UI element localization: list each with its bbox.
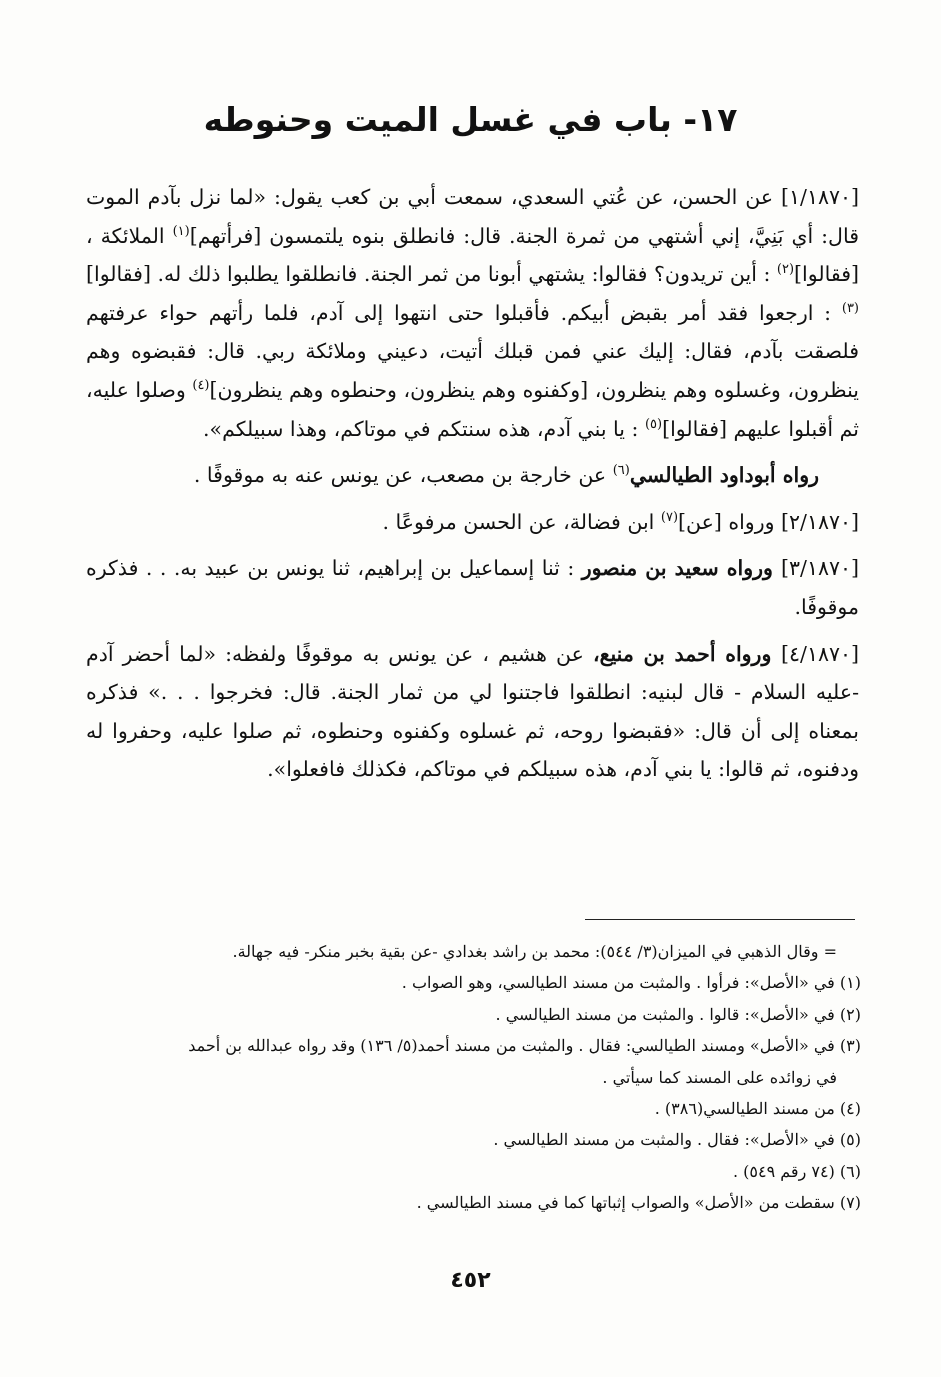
- text-segment: عن الحسن، عن عُتي السعدي، سمعت أبي بن كعب يقول: «لما نزل بآدم الموت قال: أي بَنِيَّ، إني أشتهي من ثمرة الجنة. قال: فانطلق بنوه يلتمسون [فرأتهم]: [86, 185, 859, 248]
- text-segment: وصلوا عليه، ثم أقبلوا عليهم [فقالوا]: [86, 377, 859, 441]
- footnote-marker: (٣): [841, 300, 859, 316]
- text-segment: عن هشيم ، عن يونس به موقوفًا ولفظه: «لما أحضر آدم -عليه السلام - قال لبنيه: انطلقوا فاجتنوا لي من ثمار الجنة. قال: فخرجوا . . .» فذكره بمعناه إلى أن قال: «فقبضوا روحه، ثم غسلوه وكفنوه وحنطوه، ثم صلوا عليه، وحفروا له ودفنوه، ثم قالوا: يا بني آدم، هذه سبيلكم في موتاكم، فكذلك فافعلوا».: [86, 641, 859, 782]
- footnote-3-continued: في زوائده على المسند كما سيأتي .: [602, 1067, 837, 1087]
- page-number: ٤٥٢: [450, 1268, 491, 1293]
- footnote-1: (١) في «الأصل»: فرأوا . والمثبت من مسند الطيالسي، وهو الصواب .: [401, 973, 861, 993]
- footnote-2: (٢) في «الأصل»: قالوا . والمثبت من مسند الطيالسي .: [495, 1004, 861, 1024]
- hadith-reference: [١/١٨٧٠]: [781, 185, 859, 209]
- paragraph-hadith-2: [86, 503, 859, 542]
- footnote-marker: (٥): [644, 416, 663, 432]
- hadith-reference: [٣/١٨٧٠]: [781, 556, 859, 581]
- footnote-7: (٧) سقطت من «الأصل» والصواب إثباتها كما في مسند الطيالسي .: [416, 1193, 861, 1213]
- footnote-4: (٤) من مسند الطيالسي(٣٨٦) .: [654, 1099, 861, 1119]
- chapter-title: ١٧- باب في غسل الميت وحنوطه: [203, 100, 738, 139]
- paragraph-narration: [86, 456, 859, 495]
- hadith-reference: [٢/١٨٧٠]: [781, 509, 859, 534]
- footnote-marker: (١): [172, 223, 190, 239]
- paragraph-hadith-1: [86, 178, 859, 448]
- footnotes: [86, 936, 861, 1219]
- text-segment: عن خارجة بن مصعب، عن يونس عنه به موقوفًا .: [193, 463, 613, 488]
- hadith-reference: [٤/١٨٧٠]: [781, 641, 860, 666]
- narrator-name: رواه أبوداود الطيالسي: [629, 463, 819, 488]
- footnote-marker: (٧): [660, 509, 679, 525]
- text-segment: : أين تريدون؟ فقالوا: يشتهي أبونا من ثمر الجنة. فانطلقوا يطلبوا ذلك له. [فقالوا]: [86, 262, 777, 287]
- text-segment: : ثنا إسماعيل بن إبراهيم، ثنا يونس بن عبيد به. . . فذكره موقوفًا.: [86, 556, 859, 619]
- footnote-5: (٥) في «الأصل»: فقال . والمثبت من مسند الطيالسي .: [493, 1130, 861, 1150]
- footnote-divider: [585, 919, 855, 920]
- footnote-marker: (٤): [192, 378, 210, 394]
- text-segment: الملائكة ، [فقالوا]: [86, 223, 859, 287]
- text-segment: : يا بني آدم، هذه سنتكم في موتاكم، وهذا سبيلكم».: [203, 416, 645, 441]
- paragraph-hadith-4: [86, 635, 859, 789]
- footnote-6: (٦) (٧٤ رقم ٥٤٩) .: [732, 1161, 861, 1181]
- footnote-continuation: = وقال الذهبي في الميزان(٣/ ٥٤٤): محمد بن راشد بغدادي -عن بقية بخبر منكر- فيه جهالة.: [232, 942, 837, 961]
- main-text: [86, 178, 859, 797]
- paragraph-hadith-3: [86, 549, 859, 626]
- narrator-name: ورواه سعيد بن منصور: [581, 556, 782, 581]
- footnote-3: (٣) في «الأصل» ومسند الطيالسي: فقال . والمثبت من مسند أحمد(٥/ ١٣٦) وقد رواه عبدالله بن أحمد: [188, 1036, 861, 1056]
- footnote-marker: (٢): [776, 262, 795, 278]
- text-segment: : ارجعوا فقد أمر بقبض أبيكم. فأقبلوا حتى انتهوا إلى آدم، فلما رأتهم حواء عرفتهم فلصقت بآدم، فقال: إليك عني فمن قبلك أتيت، دعيني وملائكة ربي. قال: فقبضوه وهم ينظرون، وغسلوه وهم ينظرون، [وكفنوه وهم ينظرون، وحنطوه وهم ينظرون]: [86, 300, 859, 402]
- text-segment: ابن فضالة، عن الحسن مرفوعًا .: [382, 509, 661, 534]
- narrator-name: ورواه أحمد بن منيع،: [592, 641, 782, 666]
- footnote-marker: (٦): [612, 463, 630, 479]
- text-segment: ورواه [عن]: [678, 509, 782, 534]
